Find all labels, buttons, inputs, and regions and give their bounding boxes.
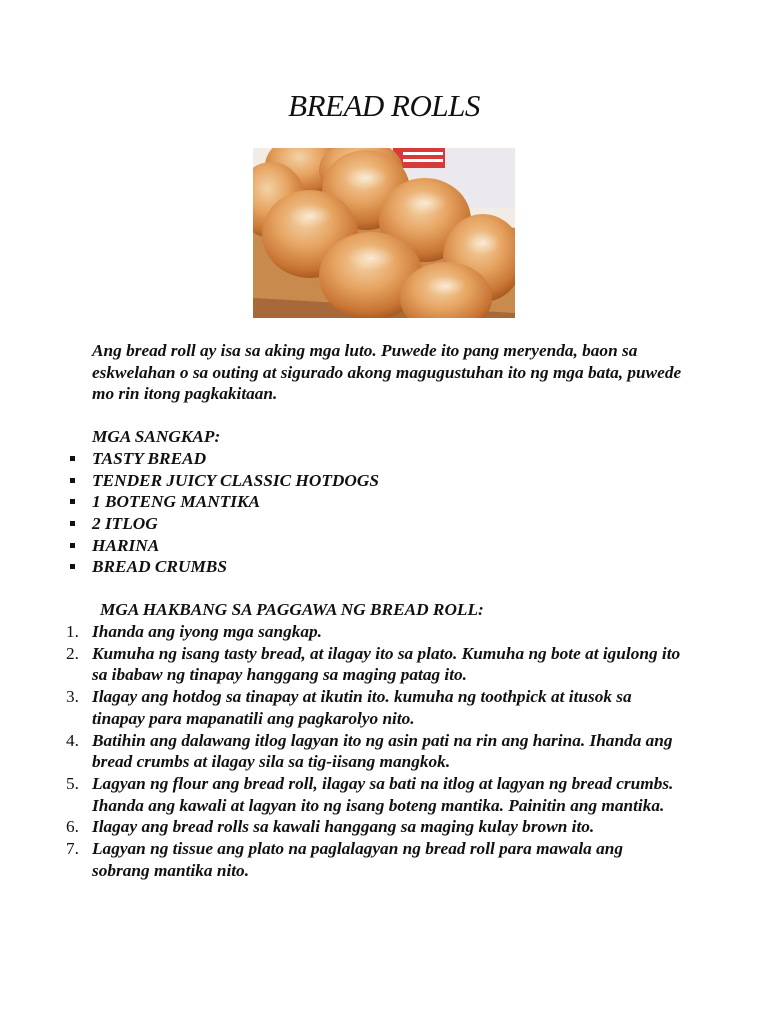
step-item — [0, 730, 682, 773]
ingredients-heading: MGA SANGKAP: — [92, 427, 221, 446]
steps-heading: MGA HAKBANG SA PAGGAWA NG BREAD ROLL: — [100, 600, 484, 619]
bullet-icon — [70, 543, 75, 548]
step-item — [0, 838, 682, 881]
steps-list — [0, 621, 682, 881]
intro-paragraph: Ang bread roll ay isa sa aking mga luto. Puwede ito pang meryenda, baon sa eskwelahan o sa outing at sigurado akong magugustuhan ito ng mga bata, puwede mo rin itong pagkakitaan. — [92, 341, 682, 404]
step-text: Ilagay ang hotdog sa tinapay at ikutin ito. kumuha ng toothpick at itusok sa tinapay para mapanatili ang pagkarolyo nito. — [92, 687, 632, 728]
ingredients-list — [0, 448, 379, 578]
step-number: 6. — [66, 817, 79, 837]
step-item — [0, 816, 682, 838]
step-text: Lagyan ng flour ang bread roll, ilagay sa bati na itlog at lagyan ng bread crumbs. Ihanda ang kawali at lagyan ito ng isang boteng mantika. Painitin ang mantika. — [92, 773, 674, 815]
ingredient-item: TENDER JUICY CLASSIC HOTDOGS — [0, 470, 379, 492]
ingredient-item: TASTY BREAD — [0, 448, 379, 470]
ingredient-item: BREAD CRUMBS — [0, 556, 379, 578]
ingredient-item: 1 BOTENG MANTIKA — [0, 491, 379, 513]
step-item — [0, 686, 682, 729]
step-text: Ihanda ang iyong mga sangkap. — [92, 622, 322, 641]
step-text: Lagyan ng tissue ang plato na paglalagyan ng bread roll para mawala ang sobrang mantika nito. — [92, 839, 623, 880]
step-number: 2. — [66, 643, 79, 663]
bullet-icon — [70, 564, 75, 569]
bullet-icon — [70, 499, 75, 504]
ingredient-item: 2 ITLOG — [0, 513, 379, 535]
step-item — [0, 643, 682, 686]
step-text: Ilagay ang bread rolls sa kawali hanggang sa maging kulay brown ito. — [92, 817, 595, 837]
step-number: 3. — [66, 687, 79, 707]
bread-rolls-photo — [253, 148, 515, 318]
step-item — [0, 773, 682, 816]
bullet-icon — [70, 521, 75, 526]
bullet-icon — [70, 456, 75, 461]
step-text: Kumuha ng isang tasty bread, at ilagay ito sa plato. Kumuha ng bote at igulong ito sa ibabaw ng tinapay hanggang sa maging patag ito. — [92, 643, 681, 685]
bullet-icon — [70, 478, 75, 483]
step-text: Batihin ang dalawang itlog lagyan ito ng asin pati na rin ang harina. Ihanda ang bread crumbs at ilagay sila sa tig-iisang mangkok. — [92, 730, 673, 772]
step-number: 7. — [66, 839, 79, 859]
document-title: BREAD ROLLS — [288, 88, 480, 123]
step-item — [0, 621, 682, 643]
step-number: 4. — [66, 730, 79, 750]
step-number: 5. — [66, 773, 79, 793]
step-number: 1. — [66, 622, 79, 641]
ingredient-item: HARINA — [0, 535, 379, 557]
